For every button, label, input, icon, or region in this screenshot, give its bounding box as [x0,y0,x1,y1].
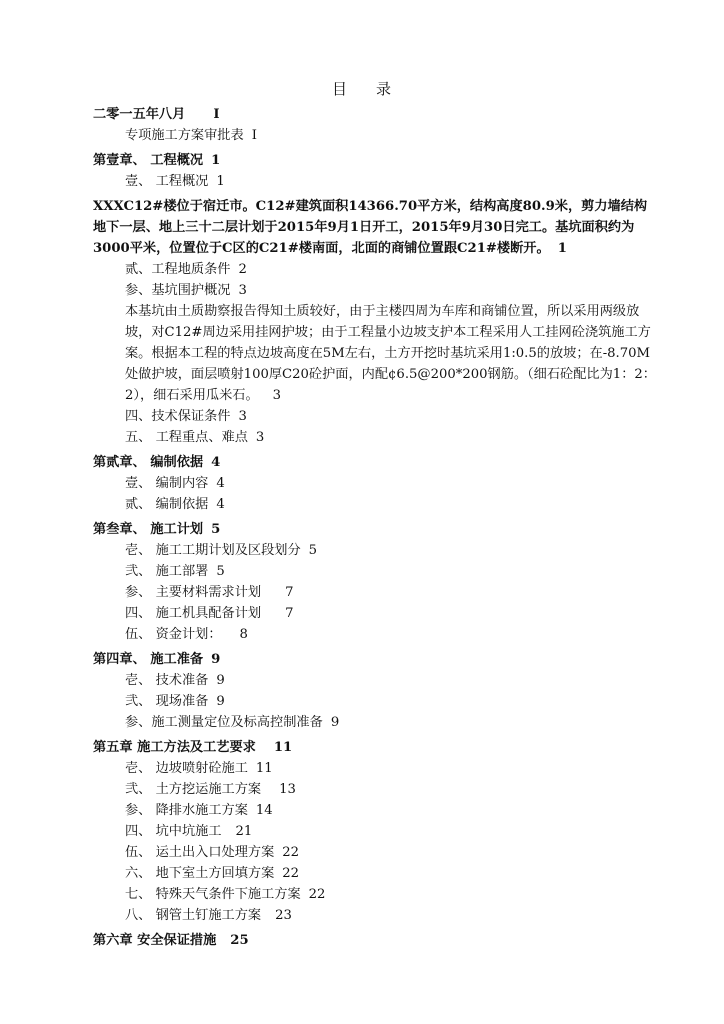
toc-entry[interactable]: 六、 地下室土方回填方案 22 [125,866,300,881]
title-char-left: 目 [331,80,348,98]
toc-entry[interactable]: 参、施工测量定位及标高控制准备 9 [125,715,340,730]
toc-entry[interactable]: 四、 坑中坑施工 21 [125,824,253,839]
table-of-contents [93,100,659,951]
toc-entry[interactable]: 伍、 运土出入口处理方案 22 [125,845,300,860]
toc-entry[interactable]: 四、 施工机具配备计划 7 [125,606,294,621]
toc-entry[interactable]: 壹、 工程概况 1 [125,174,225,189]
toc-entry[interactable]: 参、 主要材料需求计划 7 [125,585,294,600]
toc-paragraph-project-overview[interactable]: XXXC12#楼位于宿迁市。C12#建筑面积14366.70平方米，结构高度80.9米，剪力墙结构地下一层、地上三十二层计划于2015年9月1日开工，2015年9月30日完工。基坑面积约为3000平米，位置位于C区的C21#楼南面，北面的商铺位置跟C21#楼断开。 1 [93,199,648,256]
toc-entry[interactable]: 壱、 技术准备 9 [125,673,225,688]
toc-entry[interactable]: 八、 钢管土钉施工方案 23 [125,908,292,923]
toc-paragraph-excavation[interactable]: 本基坑由土质勘察报告得知土质较好，由于主楼四周为车库和商铺位置，所以采用两级放坡，对C12#周边采用挂网护坡；由于工程量小边坡支护本工程采用人工挂网砼浇筑施工方案。根据本工程的特点边坡高度在5M左右，土方开挖时基坑采用1:0.5的放坡；在-8.70M处做护坡，面层喷射100厚C20砼护面，内配¢6.5@200*200钢筋。（细石砼配比为1：2：2），细石采用瓜米石。 3 [125,304,656,403]
toc-chapter[interactable]: 第叁章、 施工计划 5 [93,522,221,537]
toc-chapter[interactable]: 第六章 安全保证措施 25 [93,933,249,948]
toc-entry[interactable]: 贰、 编制依据 4 [125,497,225,512]
toc-entry[interactable]: 参、基坑围护概况 3 [125,283,247,298]
toc-entry[interactable]: 专项施工方案审批表 I [125,128,257,143]
toc-entry[interactable]: 五、 工程重点、难点 3 [125,430,265,445]
toc-chapter[interactable]: 第五章 施工方法及工艺要求 11 [93,740,293,755]
toc-chapter[interactable]: 第壹章、 工程概况 1 [93,153,221,168]
toc-entry[interactable]: 四、技术保证条件 3 [125,409,247,424]
toc-date-line[interactable]: 二零一五年八月 I [93,107,220,122]
toc-entry[interactable]: 弐、 土方挖运施工方案 13 [125,782,296,797]
toc-chapter[interactable]: 第四章、 施工准备 9 [93,652,221,667]
toc-entry[interactable]: 贰、工程地质条件 2 [125,262,247,277]
title-char-right: 录 [376,80,393,98]
toc-entry[interactable]: 壱、 边坡喷射砼施工 11 [125,761,273,776]
page-title [0,78,724,99]
toc-entry[interactable]: 弐、 施工部署 5 [125,564,225,579]
toc-entry[interactable]: 壱、 施工工期计划及区段划分 5 [125,543,318,558]
toc-entry[interactable]: 弐、 现场准备 9 [125,694,225,709]
toc-entry[interactable]: 参、 降排水施工方案 14 [125,803,273,818]
toc-entry[interactable]: 壹、 编制内容 4 [125,476,225,491]
toc-chapter[interactable]: 第贰章、 编制依据 4 [93,455,221,470]
toc-entry[interactable]: 七、 特殊天气条件下施工方案 22 [125,887,326,902]
toc-entry[interactable]: 伍、 资金计划： 8 [125,627,248,642]
